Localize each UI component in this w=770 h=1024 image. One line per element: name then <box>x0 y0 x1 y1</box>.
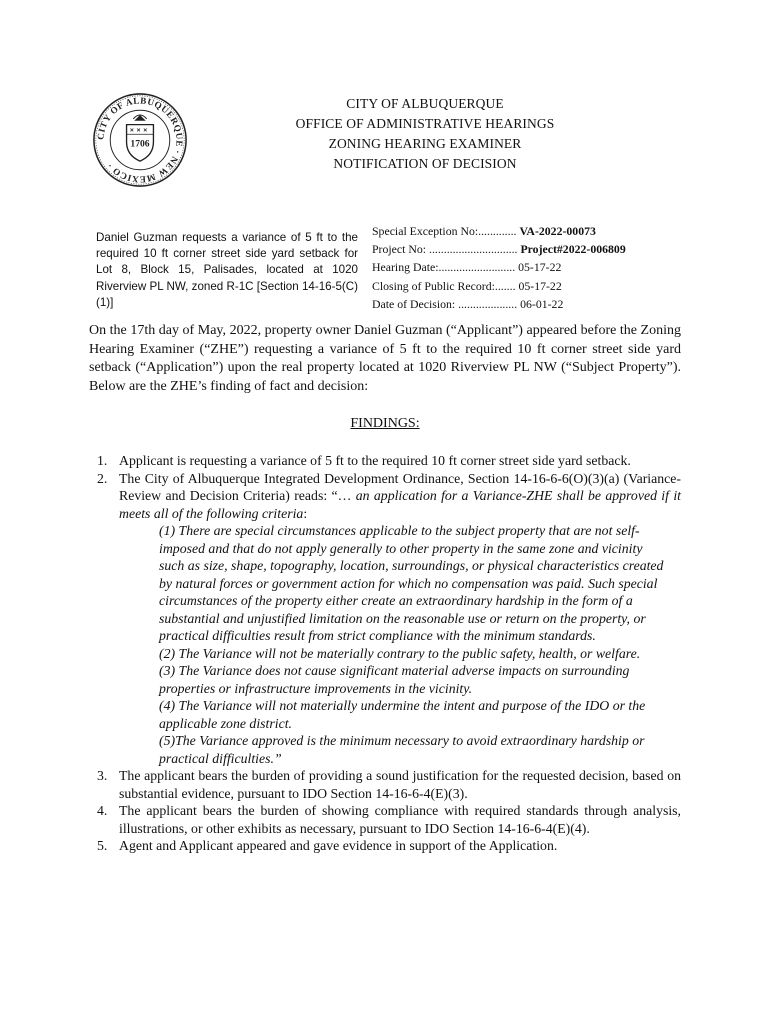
meta-label: Special Exception No:............. <box>372 224 517 238</box>
case-meta <box>372 222 672 313</box>
meta-value: Project#2022-006809 <box>520 242 626 257</box>
item-text: The applicant bears the burden of providing a sound justification for the requested decision, based on substantial evidence, pursuant to IDO Section 14-16-6-4(E)(3). <box>119 768 681 801</box>
item-text <box>119 470 681 523</box>
list-item <box>89 802 681 837</box>
item-number: 1. <box>97 453 108 468</box>
meta-value: 05-17-22 <box>518 260 562 275</box>
meta-project-no <box>372 240 672 258</box>
meta-decision-date <box>372 295 672 313</box>
findings-heading: FINDINGS: <box>350 416 420 431</box>
header-city: CITY OF ALBUQUERQUE <box>346 96 504 111</box>
criterion: (5)The Variance approved is the minimum necessary to avoid extraordinary hardship or practical difficulties.” <box>159 733 645 766</box>
meta-label: Hearing Date:.......................... <box>372 260 516 275</box>
item-number: 5. <box>97 838 108 853</box>
meta-label: Date of Decision: .................... <box>372 296 518 311</box>
list-item <box>89 837 681 855</box>
meta-closing-record <box>372 277 672 295</box>
item-number: 2. <box>97 470 108 486</box>
item-text: Agent and Applicant appeared and gave evidence in support of the Application. <box>119 838 558 853</box>
document-header <box>240 94 610 174</box>
item-text: Applicant is requesting a variance of 5 ft to the required 10 ft corner street side yard setback. <box>119 453 631 468</box>
meta-value: 06-01-22 <box>520 296 564 311</box>
criterion: (2) The Variance will not be materially contrary to the public safety, health, or welfare. <box>159 645 641 661</box>
meta-value: VA-2022-00073 <box>519 224 596 238</box>
item-text-end: : <box>303 505 308 521</box>
intro-paragraph: On the 17th day of May, 2022, property owner Daniel Guzman (“Applicant”) appeared before the Zoning Hearing Examiner (“ZHE”) requesting a variance of 5 ft to the required 10 ft corner street side yard setback (“Application”) upon the real property located at 1020 Riverview PL NW (“Subject Property”). Below are the ZHE’s finding of fact and decision: <box>89 323 681 394</box>
criterion: (4) The Variance will not materially undermine the intent and purpose of the IDO or the applicable zone district. <box>159 698 646 731</box>
seal-ring-text: CITY OF ALBUQUERQUE · NEW MEXICO · <box>95 95 185 185</box>
meta-hearing-date <box>372 258 672 276</box>
item-text-italic: an application for a Variance-ZHE shall be approved if it meets all of the following criteria <box>119 488 681 521</box>
item-number: 4. <box>97 803 108 818</box>
header-examiner: ZONING HEARING EXAMINER <box>328 136 522 151</box>
meta-special-exception <box>372 222 672 240</box>
city-seal-icon <box>92 92 188 188</box>
list-item <box>89 452 681 470</box>
case-summary: Daniel Guzman requests a variance of 5 ft to the required 10 ft corner street side yard setback for Lot 8, Block 15, Palisades, located at 1020 Riverview PL NW, zoned R-1C [Section 14-16-5(C)(1)] <box>96 231 358 309</box>
meta-value: 05-17-22 <box>518 278 562 293</box>
findings-list <box>89 452 681 855</box>
criteria-quote <box>89 522 681 767</box>
header-office: OFFICE OF ADMINISTRATIVE HEARINGS <box>295 116 555 131</box>
list-item <box>89 767 681 802</box>
item-number: 3. <box>97 768 108 783</box>
seal-year: 1706 <box>130 138 150 150</box>
list-item <box>89 470 681 523</box>
meta-label: Closing of Public Record:....... <box>372 278 516 293</box>
criterion: (3) The Variance does not cause significant material adverse impacts on surrounding properties or infrastructure improvements in the vicinity. <box>159 663 630 696</box>
item-text-plain: The City of Albuquerque Integrated Development Ordinance, Section 14-16-6-6(O)(3)(a) (Variance-Review and Decision Criteria) reads: “… <box>119 470 681 503</box>
item-text: The applicant bears the burden of showing compliance with required standards through analysis, illustrations, or other exhibits as necessary, pursuant to IDO Section 14-16-6-4(E)(4). <box>119 803 681 836</box>
meta-label: Project No: .............................. <box>372 242 518 257</box>
header-title: NOTIFICATION OF DECISION <box>333 156 517 171</box>
criterion: (1) There are special circumstances applicable to the subject property that are not self-imposed and that do not apply generally to other property in the same zone and vicinity such as size, shape, topography, location, surroundings, or physical characteristics created by natural forces or government action for which no compensation was paid. Such special circumstances of the property either create an extraordinary hardship in the form of a substantial and unjustified limitation on the reasonable use or return on the property, or practical difficulties result from strict compliance with the minimum standards. <box>159 523 664 643</box>
